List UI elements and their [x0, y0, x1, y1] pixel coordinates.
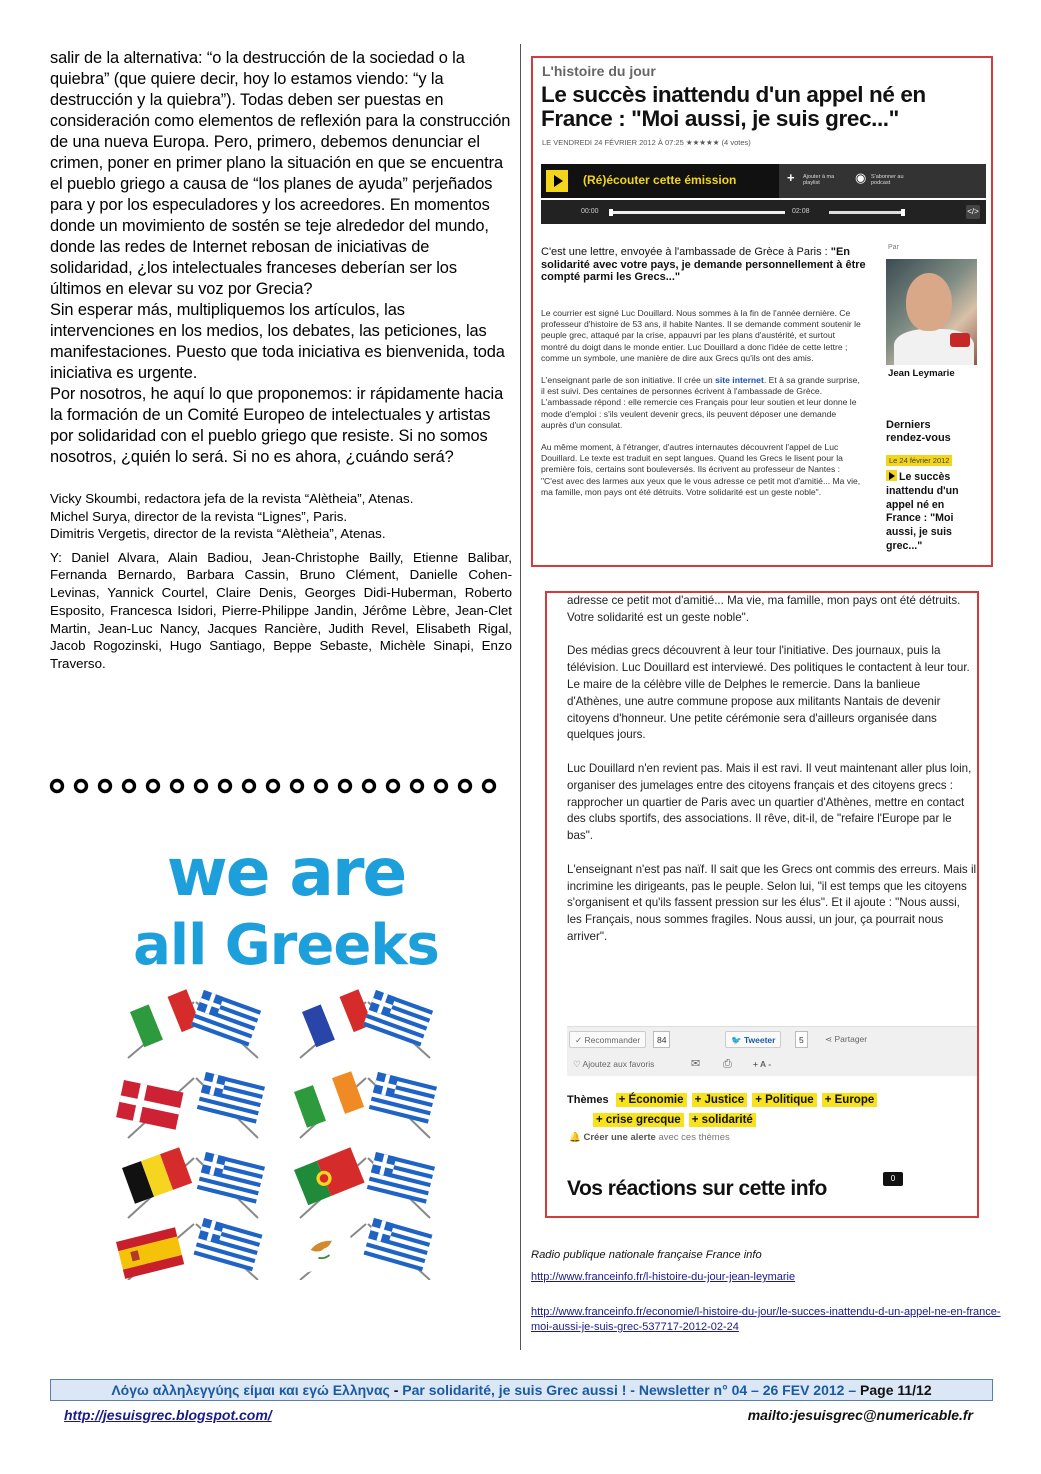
add-playlist-icon[interactable]: +: [787, 170, 795, 185]
crossed-flags: [108, 834, 464, 1280]
share-icon: ⋖: [825, 1034, 833, 1044]
flags-cyprus-greece: [288, 1218, 432, 1280]
lead-quote: "En solidarité avec votre pays, je demande personnellement à être compté parmi les Grecs...": [541, 246, 866, 284]
add-playlist-label[interactable]: Ajouter à ma playlist: [803, 174, 835, 186]
latest-shows-title: Derniers rendez-vous: [886, 419, 951, 444]
latest-show-title[interactable]: Le succès inattendu d'un appel né en France : "Moi aussi, je suis grec...": [886, 471, 959, 552]
left-column: [50, 48, 512, 673]
bell-icon: 🔔: [569, 1132, 581, 1143]
signature-1: Vicky Skoumbi, redactora jefa de la revista “Alètheia”, Atenas.: [50, 491, 414, 506]
flags-denmark-greece: [116, 1072, 265, 1138]
embed-code-button[interactable]: </>: [966, 205, 980, 219]
flags-italy-greece: [128, 989, 261, 1058]
paragraph-2: Sin esperar más, multipliquemos los artículos, las intervenciones en los medios, los debates, las peticiones, las manifestaciones. Puesto que toda iniciativa es bienvenida, toda iniciativa es urgente.: [50, 301, 505, 382]
flags-ireland-greece: [294, 1071, 437, 1138]
theme-tag-solidarite[interactable]: + solidarité: [689, 1113, 756, 1127]
body-paragraph-2-end: . Et à sa grande surprise, il est suivi. Des centaines de personnes écrivent à l'ambassade de Grèce. L'ambassade répond : elle remercie ces Français pour leur soutien et leur donne le mode d'emploi : s'ils veulent devenir grecs, ils peuvent déposer une demande auprès d'un consulat.: [541, 375, 860, 430]
play-arrow-icon: [886, 470, 897, 481]
favorites-label: Ajoutez aux favoris: [582, 1059, 655, 1069]
footer-banner: [50, 1379, 993, 1401]
flags-france-greece: [300, 989, 433, 1058]
body-paragraph-2: [541, 375, 863, 431]
flags-portugal-greece: [294, 1147, 435, 1218]
current-time: 00:00: [581, 208, 599, 215]
tweet-label: Tweeter: [743, 1035, 776, 1045]
section-kicker: L'histoire du jour: [542, 63, 656, 79]
footer-greek: Λόγω αλληλεγγύης είμαι και εγώ Ελληνας: [111, 1382, 390, 1398]
create-alert[interactable]: [569, 1132, 730, 1143]
play-button[interactable]: [546, 170, 568, 192]
lead-text: C'est une lettre, envoyée à l'ambassade de Grèce à Paris :: [541, 246, 831, 258]
paragraph-3: Por nosotros, he aquí lo que proponemos: ir rápidamente hacia la formación de un Comité Europeo de intelectuales y artistas por solidaridad con el pueblo griego que resiste. Si no somos nosotros, ¿quién lo será. Si no es ahora, ¿cuándo será?: [50, 385, 504, 466]
body-paragraph-2-start: L'enseignant parle de son initiative. Il crée un: [541, 375, 716, 386]
flags-belgium-greece: [122, 1147, 265, 1218]
themes-section: [567, 1090, 972, 1130]
column-separator: [520, 44, 521, 1350]
dot-divider: [48, 776, 508, 796]
theme-tag-economie[interactable]: + Économie: [616, 1093, 687, 1107]
create-alert-rest: avec ces thèmes: [655, 1132, 730, 1143]
themes-row-1: [567, 1090, 972, 1110]
audio-player: [541, 164, 986, 224]
volume-slider[interactable]: [829, 211, 905, 214]
site-internet-link[interactable]: site internet: [715, 375, 764, 386]
article-continuation: [567, 593, 977, 963]
latest-show-date: Le 24 février 2012: [886, 455, 952, 466]
reactions-heading: Vos réactions sur cette info: [567, 1177, 827, 1200]
article-lead: [541, 246, 871, 284]
cont-paragraph-2: Des médias grecs découvrent à leur tour l'initiative. Des journaux, puis la télévision. Luc Douillard est interviewé. Des politiques le contactent à leur tour. Le maire de la célèbre ville de Delphes le remercie. Dans la banlieue d'Athènes, une autre commune propose aux militants Nantais de devenir citoyens d'honneur. Une petite cérémonie sera d'ailleurs organisée dans quelques jours.: [567, 644, 970, 742]
tweet-button[interactable]: [725, 1031, 781, 1048]
player-controls: [541, 200, 986, 224]
subscribe-label[interactable]: S'abonner au podcast: [871, 174, 904, 186]
latest-show-link[interactable]: [886, 470, 978, 554]
poster-title-line2: all Greeks: [133, 913, 439, 978]
themes-row-2: [567, 1110, 972, 1130]
cont-paragraph-1: adresse ce petit mot d'amitié... Ma vie, ma famille, mon pays ont été détruits. Votre solidarité est un geste noble".: [567, 594, 961, 624]
vote-count: (4 votes): [721, 138, 751, 147]
we-are-all-greeks-poster: [108, 834, 464, 1280]
article-dateline: [542, 138, 751, 147]
create-alert-link[interactable]: Créer une alerte: [583, 1132, 656, 1143]
article-screenshot-2: [545, 591, 979, 1218]
share-button[interactable]: [825, 1031, 867, 1048]
recommend-count: 84: [653, 1031, 670, 1048]
article-headline: Le succès inattendu d'un appel né en France : "Moi aussi, je suis grec...": [541, 82, 926, 131]
share-row-1: [567, 1027, 977, 1052]
mail-link[interactable]: mailto:jesuisgrec@numericable.fr: [747, 1407, 973, 1423]
comment-count-badge[interactable]: 0: [883, 1172, 903, 1186]
author-name[interactable]: Jean Leymarie: [888, 368, 955, 379]
theme-tag-politique[interactable]: + Politique: [752, 1093, 816, 1107]
share-label: Partager: [834, 1034, 868, 1044]
body-paragraph-3: Au même moment, à l'étranger, d'autres internautes découvrent l'appel de Luc Douillard. Le texte est traduit en sept langues. Quand les Grecs le lisent pour la première fois, certains sont bouleversés. Ils écrivent au professeur de Nantes : "C'est avec des larmes aux yeux que le vous adresse ce petit mot d'amitié... Ma vie, ma famille, mon pays ont été détruits. Votre solidarité est un geste noble".: [541, 442, 861, 497]
cont-paragraph-4: L'enseignant n'est pas naïf. Il sait que les Grecs ont commis des erreurs. Mais il incrimine les dirigeants, pas le peuple. Selon lui, "il est temps que les citoyens s'organisent et qu'ils fassent pression sur les élus". Et il ajoute : "Nous aussi, les Français, nous sommes fragiles. Nous aussi, un jour, ça pourrait nous arriver".: [567, 862, 977, 943]
player-header: [541, 164, 986, 198]
themes-label: Thèmes: [567, 1094, 609, 1106]
footer-separator: -: [389, 1382, 403, 1398]
source-link-2[interactable]: http://www.franceinfo.fr/economie/l-histoire-du-jour/le-succes-inattendu-d-un-appel-ne-en-france-moi-aussi-je-suis-grec-537717-2012-02-24: [531, 1306, 1001, 1333]
photo-microphone: [950, 333, 970, 347]
source-label: Radio publique nationale française France info: [531, 1249, 762, 1261]
signatures: [50, 490, 512, 543]
author-photo: [886, 259, 977, 365]
email-icon[interactable]: ✉: [691, 1058, 701, 1070]
photo-face: [906, 273, 952, 331]
recommend-button[interactable]: ✓ Recommander: [569, 1031, 646, 1048]
source-link-1[interactable]: http://www.franceinfo.fr/l-histoire-du-jour-jean-leymarie: [531, 1271, 796, 1283]
signers-list: Y: Daniel Alvara, Alain Badiou, Jean-Christophe Bailly, Etienne Balibar, Fernanda Bernardo, Barbara Cassin, Bruno Clément, Danielle Cohen-Levinas, Yannick Courtel, Claire Denis, Georges Didi-Huberman, Roberto Esposito, Francesca Isidori, Pierre-Philippe Jandin, Jérôme Lèbre, Jean-Clet Martin, Jean-Luc Nancy, Jacques Rancière, Judith Revel, Elisabeth Rigal, Jacob Rogozinski, Hugo Santiago, Beppe Sebaste, Michèle Sinapi, Enzo Traverso.: [50, 549, 512, 672]
add-favorites-button[interactable]: [573, 1056, 654, 1073]
publish-date: LE VENDREDI 24 FÉVRIER 2012 À 07:25: [542, 138, 684, 147]
byline-label: Par: [888, 244, 899, 251]
poster-title-line1: we are: [166, 834, 406, 911]
article-text: [50, 48, 512, 468]
flags-spain-greece: [116, 1218, 262, 1280]
article-body: [541, 308, 863, 509]
rating-stars[interactable]: ★★★★★: [685, 138, 720, 147]
footer-french: Par solidarité, je suis Grec aussi !: [402, 1382, 627, 1398]
signature-2: Michel Surya, director de la revista “Lignes”, Paris.: [50, 508, 348, 524]
font-size-control[interactable]: + A -: [753, 1059, 772, 1069]
player-actions: [779, 164, 986, 198]
blog-link[interactable]: http://jesuisgrec.blogspot.com/: [64, 1407, 272, 1423]
progress-track[interactable]: [611, 211, 785, 214]
cont-paragraph-3: Luc Douillard n'en revient pas. Mais il est ravi. Il veut maintenant aller plus loin, organiser des jumelages entre des citoyens français et des citoyens grecs : rapprocher un quartier de Paris avec un quartier d'Athènes, mettre en contact des clubs sportifs, des associations. Il rêve, dit-il, de "refaire l'Europe par le bas".: [567, 761, 972, 843]
listen-label[interactable]: (Ré)écouter cette émission: [583, 173, 737, 187]
body-paragraph-1: Le courrier est signé Luc Douillard. Nous sommes à la fin de l'année dernière. Ce professeur d'histoire de 53 ans, il habite Nantes. Il se demande comment soutenir le peuple grec, attaqué par la crise, appauvri par les plans d'austérité, et surtout montré du doigt dans le monde entier. Luc Douillard a donc l'idée de cette lettre ; comme un symbole, une manière de dire aux Grecs qu'ils ont des amis.: [541, 308, 861, 363]
total-time: 02:08: [792, 208, 810, 215]
footer-newsletter: - Newsletter n° 04 – 26 FEV 2012 –: [626, 1382, 861, 1398]
twitter-bird-icon: 🐦: [731, 1035, 742, 1045]
tweet-count: 5: [795, 1031, 808, 1048]
theme-tag-europe[interactable]: + Europe: [822, 1093, 878, 1107]
article-screenshot-1: [531, 56, 993, 567]
share-toolbar: [567, 1026, 977, 1076]
theme-tag-justice[interactable]: + Justice: [692, 1093, 748, 1107]
favorite-icon: ♡: [573, 1059, 581, 1069]
share-row-2: [567, 1052, 977, 1077]
print-icon[interactable]: ⎙: [723, 1058, 732, 1070]
theme-tag-crise-grecque[interactable]: + crise grecque: [593, 1113, 684, 1127]
footer-page-number: Page 11/12: [860, 1382, 932, 1398]
signature-3: Dimitris Vergetis, director de la revista “Alètheia”, Atenas.: [50, 526, 386, 541]
podcast-icon[interactable]: ◉: [855, 170, 867, 185]
paragraph-1: salir de la alternativa: “o la destrucción de la sociedad o la quiebra” (que quiere decir, hoy lo estamos viendo: “y la destrucción y la quiebra”). Todas deben ser puestas en consideración como elementos de reflexión para la construcción de una nueva Europa. Pero, primero, debemos denunciar el crimen, poner en primer plano la situación en que se encuentra el pueblo griego a causa de “los planes de ayuda” perjeñados para y por los especuladores y los acreedores. En momentos donde un movimiento de sostén se teje alrededor del mundo, donde las redes de Internet rebosan de iniciativas de solidaridad, ¿los intelectuales franceses deberían ser los últimos en elevar su voz por Grecia?: [50, 49, 511, 298]
